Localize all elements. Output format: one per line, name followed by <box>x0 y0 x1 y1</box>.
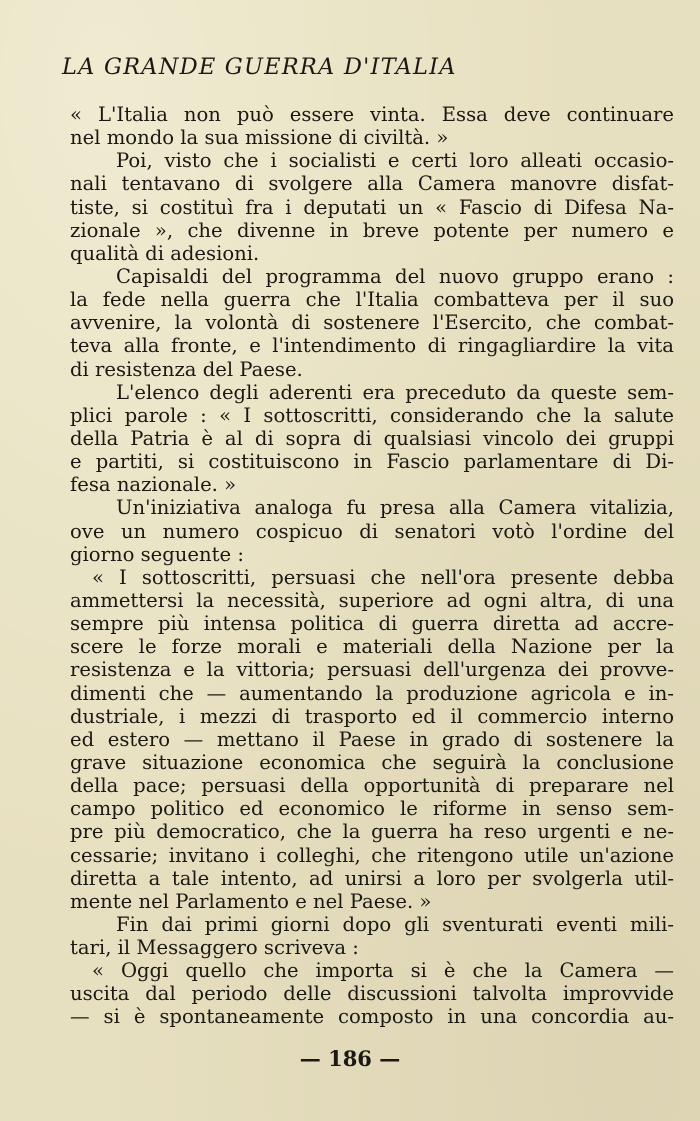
text-line: ove un numero cospicuo di senatori votò l'ordine del <box>70 519 674 543</box>
text-line: qualità di adesioni. <box>70 241 260 265</box>
text-line: della Patria è al di sopra di qualsiasi vincolo dei gruppi <box>70 426 674 450</box>
text-line: plici parole : « I sottoscritti, considerando che la salute <box>70 403 674 427</box>
text-line: Fin dai primi giorni dopo gli sventurati eventi mili- <box>116 912 674 936</box>
text-line: cessarie; invitano i colleghi, che ritengono utile un'azione <box>70 843 674 867</box>
text-line: nel mondo la sua missione di civiltà. » <box>70 126 449 150</box>
text-line: avvenire, la volontà di sostenere l'Esercito, che combat- <box>70 311 674 335</box>
text-line: nali tentavano di svolgere alla Camera manovre disfat- <box>70 172 674 196</box>
text-line: tari, il Messaggero scriveva : <box>70 936 359 960</box>
text-line: e partiti, si costituiscono in Fascio parlamentare di Di- <box>70 450 674 474</box>
text-line: dimenti che — aumentando la produzione agricola e in- <box>70 681 674 705</box>
text-line: campo politico ed economico le riforme in senso sem- <box>70 797 674 821</box>
text-line: della pace; persuasi della opportunità di preparare nel <box>70 774 674 798</box>
text-line: teva alla fronte, e l'intendimento di ringagliardire la vita <box>70 334 674 358</box>
text-line: Poi, visto che i socialisti e certi loro alleati occasio- <box>116 149 674 173</box>
text-line: diretta a tale intento, ad unirsi a loro per svolgerla util- <box>70 866 674 890</box>
text-line: pre più democratico, che la guerra ha reso urgenti e ne- <box>70 820 674 844</box>
text-line: giorno seguente : <box>70 542 244 566</box>
running-title: LA GRANDE GUERRA D'ITALIA <box>62 54 457 80</box>
text-line: la fede nella guerra che l'Italia combatteva per il suo <box>70 288 674 312</box>
text-line: Un'iniziativa analoga fu presa alla Camera vitalizia, <box>116 496 674 520</box>
text-line: scere le forze morali e materiali della Nazione per la <box>70 635 674 659</box>
page-number: — 186 — <box>299 1046 401 1071</box>
text-line: « Oggi quello che importa si è che la Camera — <box>92 959 674 983</box>
text-line: di resistenza del Paese. <box>70 357 303 381</box>
text-line: fesa nazionale. » <box>70 473 237 497</box>
text-line: zionale », che divenne in breve potente per numero e <box>70 218 674 242</box>
text-line: mente nel Parlamento e nel Paese. » <box>70 889 432 913</box>
text-line: L'elenco degli aderenti era preceduto da queste sem- <box>116 380 674 404</box>
text-line: sempre più intensa politica di guerra diretta ad accre- <box>70 612 674 636</box>
text-line: « L'Italia non può essere vinta. Essa deve continuare <box>70 103 674 126</box>
text-line: dustriale, i mezzi di trasporto ed il commercio interno <box>70 704 674 728</box>
body-text <box>70 103 674 1029</box>
text-line: ed estero — mettano il Paese in grado di sostenere la <box>70 727 674 751</box>
text-line: Capisaldi del programma del nuovo gruppo erano : <box>116 264 674 288</box>
text-line: resistenza e la vittoria; persuasi dell'urgenza dei provve- <box>70 658 674 682</box>
text-line: « I sottoscritti, persuasi che nell'ora presente debba <box>92 565 674 589</box>
text-line: ammettersi la necessità, superiore ad ogni altra, di una <box>70 588 674 612</box>
text-line: — si è spontaneamente composto in una concordia au- <box>70 1005 674 1029</box>
text-line: tiste, si costituì fra i deputati un « Fascio di Difesa Na- <box>70 195 674 219</box>
text-line: grave situazione economica che seguirà la conclusione <box>70 750 674 774</box>
text-line: uscita dal periodo delle discussioni talvolta improvvide <box>70 982 674 1006</box>
